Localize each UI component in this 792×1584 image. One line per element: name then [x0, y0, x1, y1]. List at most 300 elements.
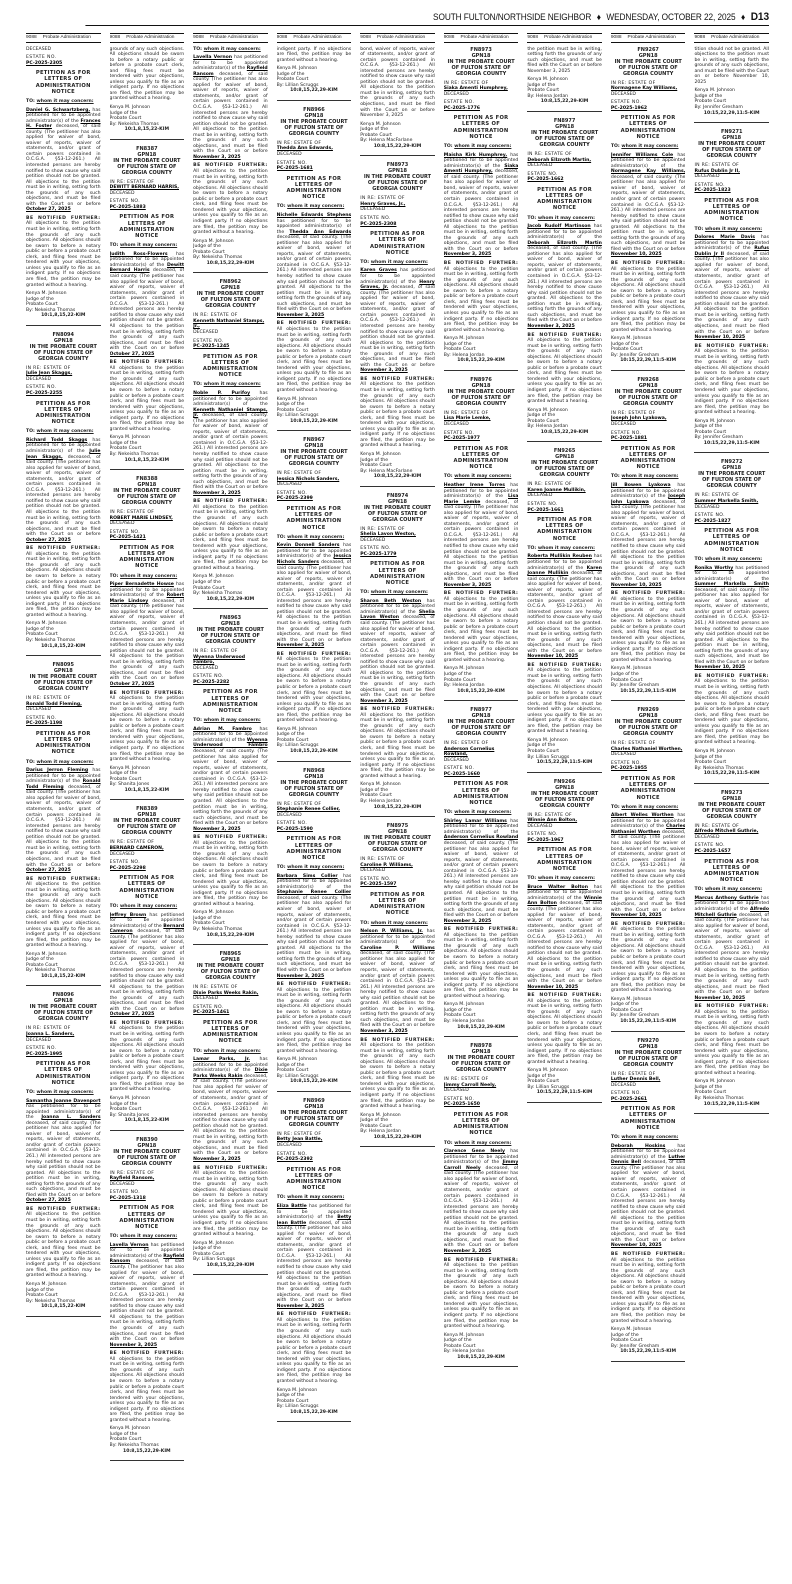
- be-notified-text: All objections to the petition must be in writing, setting forth the grounds of any such objections. All objections should be sworn to before a notary public or before a probate court clerk, and filing fees must be tendered with your objections, unless you qualify to file as an indigent party. If no objections are filed, the petition may be granted without a hearing.: [443, 1263, 519, 1330]
- court-name: Probate Court: [443, 677, 476, 683]
- be-notified-text: All objections to the petition must be in writing, setting forth the grounds of any such objections. All objections should be sworn to before a notary public or before a probate court clerk, and filing fees must be tendered with your objections, unless you qualify to file as an indigent party. If no objections are filed, the petition may be granted without a hearing.: [610, 596, 686, 663]
- decedent-name: Siaka Amenti Humphrey,: [443, 163, 519, 175]
- judge-title: Judge of the: [360, 1118, 389, 1124]
- court-heading: IN THE PROBATE COURT OF FULTON STATE OF GEORGIA COUNTY: [29, 343, 97, 362]
- probate-notice: [110, 476, 185, 800]
- be-notified-label: BE NOTIFIED FURTHER:: [276, 321, 352, 327]
- be-notified-paragraph: [444, 1258, 519, 1330]
- judge-block: [444, 1002, 519, 1030]
- estate-name: BERNARD CAMERON,: [109, 845, 164, 851]
- classification-code: 9088: [443, 35, 455, 40]
- gpn-code: GPN18: [304, 773, 324, 780]
- file-number: FN8965: [219, 951, 242, 958]
- be-notified-label: BE NOTIFIED FURTHER:: [694, 1004, 769, 1010]
- petition-paragraph: [277, 213, 352, 318]
- case-number: PC-2025-2255: [26, 390, 63, 396]
- gpn-code: GPN18: [555, 454, 575, 461]
- be-notified-text: All objections to the petition must be in writing, setting forth the grounds of any such objections. All objections should be sworn to before a notary public or before a probate court clerk, and filing fees must be tendered with your objections, unless you qualify to file as an indigent party. If no objections are filed, the petition may be granted without a hearing.: [109, 1026, 185, 1093]
- petition-text: has petitioned for to be appointed administrator(s) of the: [443, 818, 519, 835]
- judge-block: [694, 88, 769, 116]
- court-name: Probate Court: [694, 1090, 727, 1096]
- by-label: By:: [276, 82, 284, 88]
- judge-title: Judge of the: [694, 1084, 723, 1090]
- estate-no-label: ESTATE NO.: [109, 1190, 141, 1196]
- judge-block: [611, 666, 686, 694]
- estate-name: Dixie Parks Weeks Rakin,: [193, 990, 259, 996]
- by-label: By:: [26, 638, 34, 644]
- petition-text-2: deceased, of said county. (The petitioner has also applied for waiver of bond, waiver of reports, waiver of statements, and/or grant of certain powers contained in O.C.G.A. §53-12-261.) All interested persons are hereby notified to show cause why said petition should not be granted. All objections to the petition must be in writing, setting forth the grounds of any such objections, and must be filed with the Court on or before: [109, 598, 185, 682]
- run-dates: 10:15,22,29,11:5-KIM: [703, 110, 760, 116]
- in-re-label: IN RE: ESTATE OF: [109, 1170, 155, 1176]
- column-header: [277, 33, 352, 43]
- judge-name: Kenya M. Johnson: [694, 1079, 735, 1085]
- deceased-label: DECEASED: [193, 996, 219, 1002]
- to-label: TO:: [610, 144, 620, 150]
- estate-name: Normagene Kay Williams,: [610, 86, 678, 92]
- court-heading: IN THE PROBATE COURT OF FULTON STATE OF GEORGIA COUNTY: [363, 504, 432, 523]
- continued-text: bond, waiver of reports, waiver of statements, and/or grant of certain powers contained in O.C.G.A. §53-12-261.) All interested persons are hereby notified to show cause why said petition should not be granted. All objections to the petition must be in writing, setting forth the grounds of any such objections, and must be filed with the Court on or before November 3, 2025: [360, 46, 435, 119]
- court-name: Probate Court: [360, 793, 392, 799]
- decedent-name: Jimmy Carroll Neely: [443, 1160, 519, 1171]
- court-name: Probate Court: [527, 418, 560, 424]
- notice-title: PETITION AS FOR LETTERS OF ADMINISTRATION NOTICE: [35, 1061, 91, 1086]
- file-number: FN8967: [303, 437, 325, 444]
- in-re-label: IN RE: ESTATE OF: [360, 196, 405, 202]
- decedent-name: Luther Dennis Bell: [610, 1154, 686, 1166]
- classification-label: Probate Administration: [544, 35, 593, 40]
- judge-name: Kenya M. Johnson: [276, 726, 318, 732]
- gpn-code: GPN18: [137, 812, 157, 819]
- case-number: PC-2025-2308: [360, 221, 397, 227]
- judge-title: Judge of the: [109, 110, 138, 116]
- judge-block: [26, 952, 101, 980]
- decedent-name: Alfredo Mitchell Guthrie: [694, 906, 769, 918]
- judge-block: [277, 1057, 352, 1085]
- deceased-label: DECEASED: [694, 504, 720, 510]
- case-number: PC-2025-1827: [694, 518, 731, 524]
- court-heading: IN THE PROBATE COURT OF FULTON STATE OF GEORGIA COUNTY: [113, 818, 181, 837]
- deceased-label: DECEASED: [443, 757, 469, 763]
- probate-notice: [277, 437, 352, 761]
- judge-block: [193, 239, 268, 267]
- petition-text-2: deceased, of said county. (The petitioner has also applied for waiver of bond, waiver of reports, waiver of statements, and/or grant of certain powers contained in O.C.G.A. §53-12-261.) All interested persons are hereby notified to show cause why said petition should not be granted. All objections to the petition must be in writing, setting forth the grounds of any such objections, and must be filed with the Court on or before: [193, 71, 268, 155]
- in-re-label: IN RE: ESTATE OF: [193, 985, 238, 991]
- probate-notice: [193, 279, 268, 609]
- court-name: Probate Court: [610, 1338, 643, 1344]
- objection-deadline: November 3, 2025: [527, 323, 575, 329]
- deceased-label: DECEASED: [193, 329, 219, 335]
- be-notified-text: All objections to the petition must be in writing, setting forth the grounds of any such objections. All objections should be sworn to before a notary public or before a probate court clerk, and filing fees must be tendered with your objections, unless you qualify to file as an indigent party. If no objections are filed, the petition may be granted without a hearing.: [276, 987, 352, 1054]
- petition-paragraph: [360, 929, 435, 1034]
- petition-paragraph: [444, 1149, 519, 1254]
- deceased-label: DECEASED: [276, 152, 302, 158]
- estate-no-label: ESTATE NO.: [26, 1046, 57, 1052]
- by-label: By:: [610, 1013, 618, 1019]
- in-re-label: IN RE: ESTATE OF: [443, 1077, 489, 1083]
- by-label: By:: [360, 1129, 368, 1135]
- classification-code: 9088: [694, 35, 706, 40]
- petition-text: has petitioned for to be appointed administrator(s) of the: [527, 554, 602, 571]
- clerk-name: Helena Jordan: [535, 93, 569, 99]
- to-label: TO:: [26, 1089, 35, 1095]
- gpn-code: GPN18: [638, 713, 658, 720]
- in-re-label: IN RE: ESTATE OF: [694, 163, 740, 169]
- court-name: Probate Court: [276, 737, 309, 743]
- estate-no-label: ESTATE NO.: [276, 160, 308, 166]
- in-re-label: IN RE: ESTATE OF: [26, 696, 71, 702]
- be-notified-paragraph: [26, 1207, 101, 1279]
- petition-text-2: deceased, of said county. (The petitioner has also applied for waiver of bond, waiver of reports, waiver of statements, and/or grant of certain powers contained in O.C.G.A. §53-12-261.) All interested persons are hereby notified to show cause why said petition should not be granted. All objections to the petition must be in writing, setting forth the grounds of any such objections, and must be filed with the Court on or before: [694, 912, 769, 996]
- gpn-code: GPN18: [388, 168, 407, 175]
- estate-name: Kenneth Nathaniel Stamps, Jr.,: [193, 318, 265, 330]
- decedent-name: Lisa Marie Lemke: [443, 494, 519, 505]
- notice-title: PETITION AS FOR LETTERS OF ADMINISTRATION NOTICE: [119, 214, 175, 240]
- notice-title: PETITION AS FOR LETTERS OF ADMINISTRATION NOTICE: [537, 517, 593, 542]
- petition-paragraph: [26, 438, 101, 543]
- petition-text-2: deceased, of said county. (The petitioner has also applied for waiver of bond, waiver of reports, waiver of statements, and/or grant of certain powers contained in O.C.G.A. §53-12-261.) All interested persons are hereby notified to show cause why said petition should not be granted. All objections to the petition must be in writing, setting forth the grounds of any such objections, and must be filed with the Court on or before: [360, 285, 435, 368]
- deceased-label: DECEASED: [527, 163, 553, 169]
- estate-name: Ronald Todd Fleming,: [26, 701, 82, 707]
- gpn-code: GPN18: [137, 151, 157, 158]
- addressee-line: [277, 1195, 352, 1201]
- classification-label: Probate Administration: [711, 35, 760, 40]
- judge-name: Kenya M. Johnson: [109, 1426, 151, 1432]
- be-notified-label: BE NOTIFIED FURTHER:: [193, 499, 268, 505]
- be-notified-label: BE NOTIFIED FURTHER:: [26, 215, 101, 221]
- petition-paragraph: [26, 108, 101, 213]
- be-notified-paragraph: [444, 927, 519, 999]
- be-notified-text: All objections to the petition must be in writing, setting forth the grounds of any such objections. All objections should be sworn to before a notary public or before a probate court clerk, and filing fees must be tendered with your objections, unless you qualify to file as an indigent party. If no objections are filed, the petition may be granted without a hearing.: [193, 504, 268, 571]
- judge-title: Judge of the: [276, 1062, 305, 1068]
- petitioner-name: Lavella Vernon: [193, 55, 233, 61]
- probate-notice: [193, 47, 268, 274]
- to-text: whom it may concern:: [537, 876, 595, 882]
- case-number: PC-2025-1421: [109, 535, 146, 541]
- probate-notice: [444, 1043, 519, 1367]
- run-dates: 10:8,15,22,29-KIM: [373, 804, 422, 810]
- to-text: whom it may concern:: [370, 590, 428, 596]
- judge-title: Judge of the: [360, 457, 389, 463]
- be-notified-paragraph: [527, 993, 602, 1065]
- notice-title: PETITION AS FOR LETTERS OF ADMINISTRATION NOTICE: [453, 115, 509, 140]
- be-notified-paragraph: [360, 1038, 435, 1110]
- objection-deadline: October 27, 2025: [26, 537, 71, 543]
- judge-block: [360, 122, 435, 150]
- to-text: whom it may concern:: [537, 545, 595, 551]
- petition-paragraph: [611, 483, 686, 588]
- petition-text-2: deceased, of said county. (The petitioner has also applied for waiver of bond, waiver of reports, waiver of statements, and/or grant of certain powers contained in O.C.G.A. §53-12-261.) All interested persons are hereby notified to show cause why said petition should not be granted. All objections to the petition must be in writing, setting forth the grounds of any such objections, and must be filed with the Court on or before: [276, 1220, 352, 1304]
- petition-text: has petitioned for to be appointed administrator(s) of the: [443, 152, 519, 169]
- case-number: PC-2025-1650: [443, 1102, 480, 1108]
- petitioner-name: Nichelle Edwards Stephens: [276, 213, 352, 219]
- continued-text: DECEASED: [26, 46, 52, 52]
- judge-title: Judge of the: [109, 1101, 138, 1107]
- notice-title: PETITION AS FOR LETTERS OF ADMINISTRATION NOTICE: [704, 197, 760, 223]
- petitioner-name: Piper Bernadette Howse: [109, 582, 174, 588]
- decedent-name: Henry Graves, Jr.: [360, 279, 435, 291]
- be-notified-label: BE NOTIFIED FURTHER:: [193, 835, 268, 841]
- petitioner-name: Bruce Walter Bolton: [527, 884, 588, 890]
- continued-notice-end: [694, 88, 769, 123]
- probate-notice: [360, 493, 435, 817]
- be-notified-text: All objections to the petition must be in writing, setting forth the grounds of any such objections. All objections should be sworn to before a notary public or before a probate court clerk, and filing fees must be tendered with your objections, unless you qualify to file as an indigent party. If no objections are filed, the petition may be granted without a hearing.: [276, 1317, 352, 1384]
- objection-deadline: November 3, 2025: [276, 1303, 325, 1309]
- estate-name: Joseph John Lyakowa,: [610, 416, 667, 422]
- paper-name: SOUTH FULTON/NORTHSIDE NEIGHBOR: [433, 11, 592, 22]
- column-header: [110, 33, 185, 43]
- probate-notice: [694, 790, 769, 1114]
- judge-block: [444, 1333, 519, 1361]
- court-heading: IN THE PROBATE COURT OF FULTON STATE OF GEORGIA COUNTY: [614, 58, 682, 77]
- be-notified-text: All objections to the petition must be in writing, setting forth the grounds of any such objections. All objections should be sworn to before a notary public or before a probate court clerk, and filing fees must be tendered with your objections, unless you qualify to file as an indigent party. If no objections are filed, the petition may be granted without a hearing.: [360, 712, 435, 779]
- estate-no-label: ESTATE NO.: [276, 1151, 308, 1157]
- judge-block: [110, 1426, 185, 1454]
- by-label: By:: [109, 1442, 117, 1448]
- run-dates: 10:8,15,22,29-KIM: [373, 143, 422, 149]
- petition-text-2: deceased, of said county. (The petitioner has also applied for waiver of bond, waiver of reports, waiver of statements, and/or grant of certain powers contained in O.C.G.A. §53-12-261.) All interested persons are hereby notified to show cause why said petition should not be granted. All objections to the petition must be in writing, setting forth the grounds of any such objections, and must be filed with the Court on or before: [109, 1259, 185, 1343]
- addressee-line: [360, 590, 435, 596]
- gpn-code: GPN18: [471, 1049, 491, 1056]
- petition-text-2: deceased, of said county. (The petitioner has also applied for waiver of bond, waiver of reports, waiver of statements, and/or grant of certain powers contained in O.C.G.A. §53-12-261.) All interested persons are hereby notified to show cause why said petition should not be granted. All objections to the petition must be in writing, setting forth the grounds of any such objections, and must be filed with the Court on or before: [443, 499, 519, 583]
- gpn-code: GPN18: [137, 482, 157, 489]
- be-notified-text: All objections to the petition must be in writing, setting forth the grounds of any such objections. All objections should be sworn to before a notary public or before a probate court clerk, and filing fees must be tendered with your objections, unless you qualify to file as an indigent party. If no objections are filed, the petition may be granted without a hearing.: [26, 882, 101, 949]
- objection-deadline: October 27, 2025: [26, 868, 71, 874]
- gpn-code: GPN18: [555, 124, 575, 131]
- judge-name: Kenya M. Johnson: [694, 418, 735, 424]
- notice-title: PETITION AS FOR LETTERS OF ADMINISTRATION NOTICE: [453, 445, 509, 471]
- be-notified-paragraph: [694, 674, 769, 746]
- notice-title: PETITION AS FOR LETTERS OF ADMINISTRATION NOTICE: [35, 400, 91, 426]
- clerk-name: Nekeisha Thomas: [118, 451, 159, 457]
- decedent-name: Normagene Kay Williams,: [610, 169, 686, 175]
- petition-text: has petitioned for to be appointed administrator(s) of the: [276, 543, 352, 560]
- to-text: whom it may concern:: [120, 243, 178, 249]
- be-notified-paragraph: [193, 1166, 268, 1238]
- estate-name: Stephanie Renee Collier,: [276, 807, 340, 813]
- deceased-label: DECEASED: [109, 1181, 135, 1187]
- in-re-label: IN RE: ESTATE OF: [360, 526, 405, 532]
- be-notified-label: BE NOTIFIED FURTHER:: [276, 651, 352, 657]
- petition-text-2: deceased, of said county. (The petitioner has also applied for waiver of bond, waiver of reports, waiver of statements, and/or grant of certain powers contained in O.C.G.A. §53-12-261.) All interested persons are hereby notified to show cause why said petition should not be granted. All objections to the petition must be in writing, setting forth the grounds of any such objections, and must be filed with the Court on or before: [443, 169, 519, 252]
- court-heading: IN THE PROBATE COURT OF FULTON STATE OF GEORGIA COUNTY: [363, 174, 432, 193]
- by-label: By:: [193, 926, 201, 932]
- court-heading: IN THE PROBATE COURT OF FULTON STATE OF GEORGIA COUNTY: [280, 779, 348, 798]
- notice-title: PETITION AS FOR LETTERS OF ADMINISTRATION NOTICE: [620, 775, 676, 801]
- court-name: Probate Court: [26, 1293, 58, 1299]
- petition-text: has petitioned for to be appointed administrator(s) of the: [26, 768, 101, 785]
- addressee-line: [26, 760, 101, 766]
- run-dates: 10:8,15,22,29-KIM: [540, 429, 589, 435]
- to-label: TO:: [276, 1195, 286, 1201]
- judge-name: Kenya M. Johnson: [360, 782, 401, 788]
- be-notified-label: BE NOTIFIED FURTHER:: [694, 673, 769, 679]
- gpn-code: GPN18: [220, 957, 240, 964]
- be-notified-text: All objections to the petition must be in writing, setting forth the grounds of any such objections. All objections should be sworn to before a notary public or before a probate court clerk, and filing fees must be tendered with your objections, unless you qualify to file as an indigent party. If no objections are filed, the petition may be granted without a hearing.: [360, 382, 435, 449]
- by-label: By:: [109, 451, 117, 457]
- classification-label: Probate Administration: [376, 35, 426, 40]
- judge-name: Kenya M. Johnson: [443, 1002, 485, 1008]
- judge-name: Kenya M. Johnson: [26, 951, 67, 957]
- petition-text: has petitioned for to be appointed administrator(s) of the: [109, 1242, 185, 1259]
- run-dates: 10:1,8,15,22-KIM: [124, 457, 170, 463]
- addressee-line: [193, 47, 268, 53]
- case-number: PC-2025-1198: [26, 721, 63, 727]
- estate-name: DEWITT BERNARD HARRIS,: [109, 185, 180, 191]
- case-number: PC-2025-1318: [109, 1195, 146, 1201]
- classification-code: 9088: [276, 35, 288, 40]
- addressee-line: [694, 887, 769, 893]
- column-header: [26, 33, 101, 43]
- decedent-name: Winnie Ann Bolton: [527, 895, 602, 907]
- continued-notice-end: [360, 122, 435, 157]
- in-re-label: IN RE: ESTATE OF: [276, 801, 322, 807]
- decedent-name: Summer Markella Smith: [694, 582, 769, 588]
- notice-title: PETITION AS FOR LETTERS OF ADMINISTRATION NOTICE: [704, 528, 760, 553]
- to-label: TO:: [694, 887, 704, 893]
- estate-no-label: ESTATE NO.: [276, 821, 308, 827]
- run-dates: 10:1,8,15,22-KIM: [41, 1304, 86, 1310]
- estate-no-label: ESTATE NO.: [443, 1096, 475, 1102]
- estate-no-label: ESTATE NO.: [109, 529, 141, 535]
- petitioner-name: Daniel G. Schwartzberg,: [26, 107, 91, 113]
- addressee-line: [110, 1234, 185, 1240]
- judge-block: [26, 1282, 101, 1310]
- estate-name: Betty Jean Battle,: [276, 1137, 323, 1143]
- estate-name: Deborah Ellzroth Martin,: [527, 157, 592, 163]
- petition-text: has petitioned for to be appointed administrator(s) of the: [610, 1143, 686, 1160]
- deceased-label: DECEASED: [527, 823, 553, 829]
- estate-no-label: ESTATE NO.: [443, 100, 475, 106]
- judge-name: Kenya M. Johnson: [26, 291, 67, 297]
- probate-notice: [360, 162, 435, 486]
- petition-text: has petitioned for to be appointed administrator(s) of the: [610, 482, 686, 500]
- judge-name: Kenya M. Johnson: [360, 451, 401, 457]
- to-label: TO:: [360, 259, 370, 265]
- petition-paragraph: [694, 566, 769, 671]
- probate-notice: [444, 377, 519, 701]
- gpn-code: GPN18: [638, 52, 658, 59]
- judge-name: Kenya M. Johnson: [193, 1240, 234, 1246]
- estate-name: Summer Markella Smith,: [694, 498, 759, 504]
- be-notified-paragraph: [110, 1021, 185, 1093]
- file-number: FN8389: [136, 806, 158, 813]
- judge-block: [360, 782, 435, 810]
- run-dates: 10:8,15,22,29-KIM: [457, 358, 505, 364]
- objection-deadline: November 10, 2025: [694, 335, 746, 341]
- be-notified-label: BE NOTIFIED FURTHER:: [276, 1312, 352, 1318]
- court-name: Probate Court: [610, 347, 643, 353]
- estate-no-label: ESTATE NO.: [276, 490, 308, 496]
- gpn-code: GPN18: [471, 382, 491, 389]
- judge-title: Judge of the: [694, 754, 723, 760]
- clerk-name: Nekeisha Thomas: [34, 638, 76, 644]
- addressee-line: [193, 382, 268, 388]
- judge-name: Kenya M. Johnson: [276, 1387, 318, 1393]
- judge-block: [694, 419, 769, 447]
- probate-notice: [26, 662, 101, 986]
- petition-paragraph: [110, 913, 185, 1018]
- addressee-line: [444, 474, 519, 480]
- classification-code: 9088: [610, 35, 622, 40]
- court-heading: IN THE PROBATE COURT OF FULTON STATE OF GEORGIA COUNTY: [447, 719, 515, 738]
- judge-block: [360, 1113, 435, 1141]
- petition-paragraph: [694, 896, 769, 1001]
- decedent-name: Deborah Ellzroth Martin: [527, 240, 602, 246]
- petition-paragraph: [193, 1057, 268, 1162]
- file-number: FN9269: [637, 707, 659, 714]
- be-notified-paragraph: [26, 877, 101, 949]
- run-dates: 10:1,8,15,22-KIM: [41, 643, 86, 649]
- to-text: whom it may concern:: [36, 99, 94, 104]
- clerk-name: Helena MacFarlane: [368, 138, 413, 144]
- file-number: FN8973: [470, 46, 492, 53]
- decedent-name: Joanna L. Sanders: [41, 1115, 101, 1121]
- court-heading: IN THE PROBATE COURT OF FULTON STATE OF GEORGIA COUNTY: [280, 118, 348, 137]
- petitioner-name: Heather Irene Torres: [443, 482, 505, 488]
- judge-name: Kenya M. Johnson: [610, 336, 652, 342]
- judge-name: Kenya M. Johnson: [193, 574, 234, 580]
- to-label: TO:: [443, 474, 453, 480]
- addressee-line: [527, 876, 602, 882]
- decedent-name: Ronald Todd Fleming: [26, 779, 101, 790]
- continued-text: indigent party. If no objections are filed, the petition may be granted without a hearing.: [276, 46, 352, 63]
- be-notified-text: All objections to the petition must be in writing, setting forth the grounds of any such objections. All objections should be sworn to before a notary public or before a probate court clerk, and filing fees must be tendered with your objections, unless you qualify to file as an indigent party. If no objections are filed, the petition may be granted without a hearing.: [193, 840, 268, 907]
- petition-text: has petitioned for to be appointed administrator(s) of the: [26, 1104, 101, 1121]
- judge-name: Kenya M. Johnson: [360, 1112, 401, 1118]
- objection-deadline: November 3, 2025: [276, 312, 325, 318]
- gpn-code: GPN18: [53, 668, 73, 675]
- addressee-line: [26, 429, 101, 435]
- decedent-name: Joseph John Lyakowa: [610, 494, 686, 505]
- to-label: TO:: [527, 215, 537, 221]
- deceased-label: DECEASED: [443, 1088, 469, 1094]
- in-re-label: IN RE: ESTATE OF: [443, 410, 489, 416]
- estate-name: Karen Joanne Mullikin,: [527, 487, 586, 493]
- petitioner-name: Deborah Hoskins: [610, 1143, 666, 1149]
- to-label: TO:: [694, 556, 704, 562]
- to-label: TO:: [109, 573, 119, 579]
- clerk-name: Lillian Scruggs: [285, 413, 319, 419]
- to-label: TO:: [193, 46, 202, 52]
- petitioner-name: Judith Ross-Flowers: [109, 251, 168, 257]
- column-header: [527, 33, 602, 43]
- be-notified-paragraph: [277, 982, 352, 1054]
- petition-text-2: deceased, of said county. (The petitioner has also applied for waiver of bond, waiver of reports, waiver of statements, and/or grant of certain powers contained in O.C.G.A. §53-12-261.) All interested persons are hereby notified to show cause why said petition should not be granted. All objections to the petition must be in writing, setting forth the grounds of any such objections, and must be filed with the Court on or before: [26, 124, 101, 207]
- decedent-name: Anderson Cornelius Rowland: [443, 835, 519, 841]
- probate-notice: [277, 1098, 352, 1422]
- be-notified-label: BE NOTIFIED FURTHER:: [443, 1257, 519, 1263]
- file-number: FN8977: [470, 707, 492, 714]
- decedent-name: Jessica Nichols Sanders: [276, 554, 352, 565]
- notice-title: PETITION AS FOR LETTERS OF ADMINISTRATION NOTICE: [119, 544, 175, 570]
- be-notified-paragraph: [277, 652, 352, 724]
- objection-deadline: November 10, 2025: [694, 995, 746, 1001]
- judge-title: Judge of the: [610, 672, 639, 678]
- to-text: whom it may concern:: [454, 474, 512, 480]
- petition-text: has petitioned for to be appointed administrator(s) of the: [360, 929, 435, 946]
- be-notified-label: BE NOTIFIED FURTHER:: [443, 261, 519, 267]
- be-notified-text: All objections to the petition must be in writing, setting forth the grounds of any such objections. All objections should be sworn to before a notary public or before a probate court clerk, and filing fees must be tendered with your objections, unless you qualify to file as an indigent party. If no objections are filed, the petition may be granted without a hearing.: [527, 338, 602, 405]
- gpn-code: GPN18: [722, 465, 742, 472]
- by-label: By:: [26, 1298, 34, 1304]
- judge-name: Kenya M. Johnson: [443, 336, 485, 342]
- petitioner-name: Marcus Anthony Guthrie: [694, 895, 759, 901]
- judge-name: Kenya M. Johnson: [109, 1096, 151, 1101]
- file-number: FN8966: [303, 106, 325, 113]
- court-name: Probate Court: [443, 1013, 476, 1019]
- petition-paragraph: [527, 224, 602, 329]
- deceased-label: DECEASED: [109, 521, 135, 527]
